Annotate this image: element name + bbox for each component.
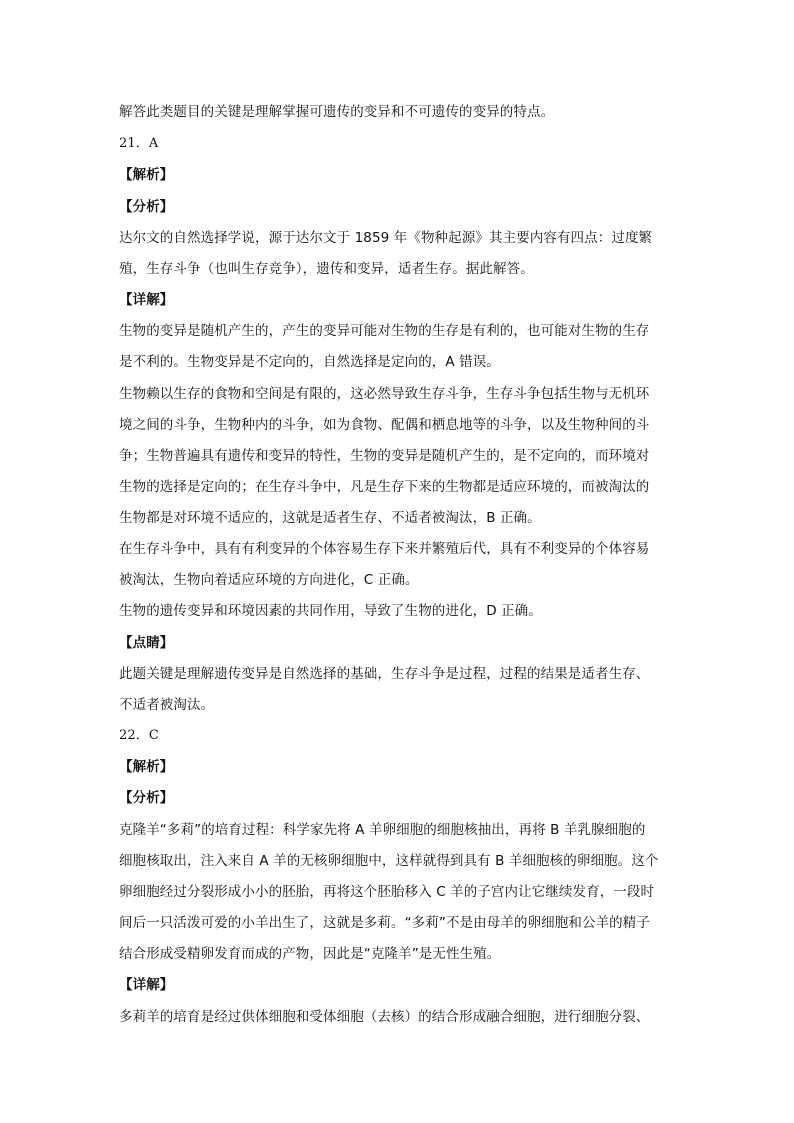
heading-fenxi: 【分析】: [119, 790, 174, 806]
analysis-line: 达尔文的自然选择学说，源于达尔文于 1859 年《物种起源》其主要内容有四点：过度繁: [119, 230, 653, 246]
analysis-line: 细胞核取出，注入来自 A 羊的无核卵细胞中，这样就得到具有 B 羊细胞核的卵细胞。这个: [119, 853, 659, 869]
detail-line: 被淘汰，生物向着适应环境的方向进化，C 正确。: [119, 572, 419, 588]
detail-line: 生物都是对环境不适应的，这就是适者生存、不适者被淘汰，B 正确。: [119, 510, 541, 526]
analysis-line: 克隆羊“多莉”的培育过程：科学家先将 A 羊卵细胞的细胞核抽出，再将 B 羊乳腺细胞的: [119, 822, 646, 838]
conclusion-line: 解答此类题目的关键是理解掌握可遗传的变异和不可遗传的变异的特点。: [119, 104, 555, 120]
analysis-line: 卵细胞经过分裂形成小小的胚胎，再将这个胚胎移入 C 羊的子宫内让它继续发育，一段时: [119, 884, 655, 900]
detail-line: 在生存斗争中，具有有利变异的个体容易生存下来并繁殖后代，具有不利变异的个体容易: [119, 541, 650, 557]
heading-jiexi: 【解析】: [119, 759, 174, 775]
heading-xiangjie: 【详解】: [119, 977, 174, 993]
heading-fenxi: 【分析】: [119, 199, 174, 215]
analysis-line: 间后一只活泼可爱的小羊出生了，这就是多莉。“多莉”不是由母羊的卵细胞和公羊的精子: [119, 915, 650, 931]
detail-line: 争；生物普遍具有遗传和变异的特性，生物的变异是随机产生的，是不定向的，而环境对: [119, 448, 650, 464]
answer-22: 22．C: [119, 728, 159, 743]
detail-line: 境之间的斗争，生物种内的斗争，如为食物、配偶和栖息地等的斗争，以及生物种间的斗: [119, 417, 650, 433]
comment-line: 此题关键是理解遗传变异是自然选择的基础，生存斗争是过程，过程的结果是适者生存、: [119, 666, 650, 682]
analysis-line: 殖，生存斗争（也叫生存竞争），遗传和变异，适者生存。据此解答。: [119, 261, 534, 277]
detail-line: 生物的变异是随机产生的，产生的变异可能对生物的生存是有利的，也可能对生物的生存: [119, 323, 650, 339]
detail-line: 生物的选择是定向的；在生存斗争中，凡是生存下来的生物都是适应环境的，而被淘汰的: [119, 479, 650, 495]
detail-line: 生物的遗传变异和环境因素的共同作用，导致了生物的进化，D 正确。: [119, 603, 542, 619]
detail-line: 多莉羊的培育是经过供体细胞和受体细胞（去核）的结合形成融合细胞，进行细胞分裂、: [119, 1009, 650, 1025]
comment-line: 不适者被淘汰。: [119, 697, 215, 713]
heading-xiangjie: 【详解】: [119, 292, 174, 308]
detail-line: 生物赖以生存的食物和空间是有限的，这必然导致生存斗争，生存斗争包括生物与无机环: [119, 386, 650, 402]
analysis-line: 结合形成受精卵发育而成的产物，因此是“克隆羊”是无性生殖。: [119, 946, 501, 962]
heading-dianjing: 【点睛】: [119, 635, 174, 651]
detail-line: 是不利的。生物变异是不定向的，自然选择是定向的，A 错误。: [119, 354, 500, 370]
heading-jiexi: 【解析】: [119, 167, 174, 183]
answer-21: 21．A: [119, 136, 159, 151]
